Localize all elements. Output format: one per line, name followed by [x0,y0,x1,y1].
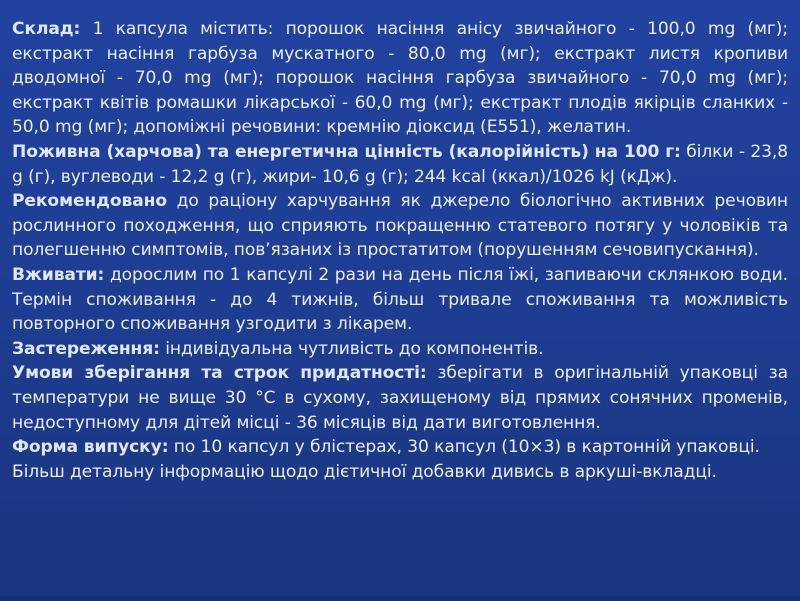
section-composition [12,17,788,140]
section-warning-body: індивідуальна чутливість до компонентів. [159,338,544,359]
section-storage-body: зберігати в оригінальній упаковці за температури не вище 30 °С в сухому, захищеному від прямих сонячних променів, недоступному для дітей місці - 36 місяців від дати виготовлення. [12,363,788,433]
section-more-info-body: Більш детальну інформацію щодо дієтичної добавки дивись в аркуші-вкладці. [12,461,717,482]
section-warning-heading: Застереження: [12,338,160,359]
section-composition-heading: Склад: [12,19,81,39]
section-form-body: по 10 капсул у блістерах, 30 капсул (10×3) в картонній упаковці. [168,437,760,458]
section-storage-heading: Умови зберігання та строк придатності: [12,363,427,384]
section-recommended [12,189,788,263]
section-nutrition [12,140,788,189]
section-form [12,435,788,460]
section-usage-body: дорослим по 1 капсулі 2 рази на день після їжі, запиваючи склянкою води. Термін споживання - до 4 тижнів, більш тривале споживання та можливість повторного споживання узгодити з лікарем. [12,264,788,335]
section-more-info [12,460,788,485]
section-storage [12,361,788,435]
section-usage [12,263,788,337]
section-nutrition-body: білки - 23,8 g (г), вуглеводи - 12,2 g (г), жири- 10,6 g (г); 244 kcal (ккал)/1026 kJ (кДж). [12,141,788,187]
section-warning [12,337,788,362]
section-usage-heading: Вживати: [12,264,105,285]
section-form-heading: Форма випуску: [12,437,169,458]
section-recommended-body: до раціону харчування як джерело біологічно активних речовин рослинного походження, що сприяють покращенню статевого потягу у чоловіків та полегшенню симптомів, пов’язаних із простатитом (порушенням сечовипускання). [12,191,788,261]
package-bottom-edge [0,596,800,601]
section-recommended-heading: Рекомендовано [12,191,167,212]
section-nutrition-heading: Поживна (харчова) та енергетична цінність (калорійність) на 100 г: [12,141,681,162]
section-composition-body: 1 капсула містить: порошок насіння анісу звичайного - 100,0 mg (мг); екстракт насіння гарбуза мускатного - 80,0 mg (мг); екстракт листя кропиви дводомної - 70,0 mg (мг); порошок насіння гарбуза звичайного - 70,0 mg (мг); екстракт квітів ромашки лікарської - 60,0 mg (мг); екстракт плодів якірців сланких - 50,0 mg (мг); допоміжні речовини: кремнію діоксид (E551), желатин. [12,19,788,138]
